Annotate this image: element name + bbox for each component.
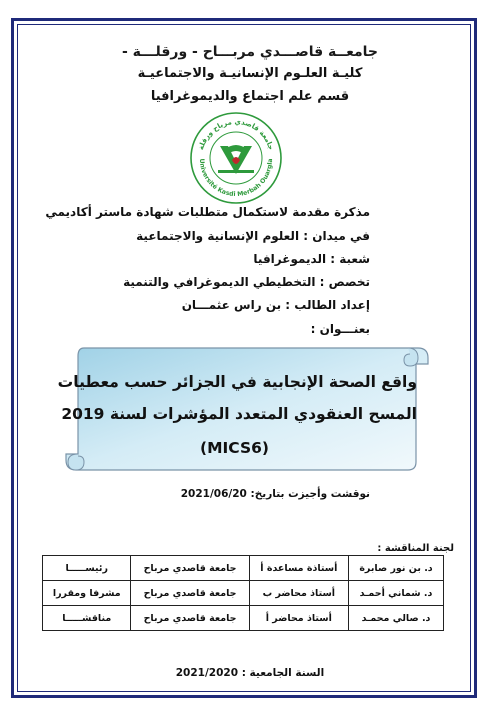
title-label: بعنـــوان :	[310, 322, 370, 336]
member-name: د. شماني أحمـد	[349, 581, 444, 606]
table-row	[43, 581, 444, 606]
table-row	[43, 556, 444, 581]
memo-statement: مذكرة مقدمة لاستكمال متطلبات شهادة ماستر أكاديمي	[45, 205, 370, 219]
member-role: مناقشـــــا	[43, 606, 131, 631]
thesis-title-line-2: المسح العنقودي المتعدد المؤشرات لسنة 2019	[61, 405, 417, 423]
member-name: د. صالي محمـد	[349, 606, 444, 631]
specialty-line: تخصص : التخطيطي الديموغرافي والتنمية	[123, 275, 370, 289]
member-rank: أستاذة مساعدة أ	[249, 556, 348, 581]
logo-arabic-text: جامعة قاصدي مرباح ورقلة	[197, 117, 275, 151]
academic-year: السنة الجامعية : 2021/2020	[175, 667, 325, 679]
member-institution: جامعة قاصدي مرباح	[131, 606, 249, 631]
member-institution: جامعة قاصدي مرباح	[131, 556, 249, 581]
thesis-title-line-1: واقع الصحة الإنجابية في الجزائر حسب معطيات	[57, 373, 417, 391]
student-line: إعداد الطالب : بن راس عثمـــان	[181, 298, 370, 312]
university-logo-icon	[188, 110, 284, 206]
logo-latin-text: Université Kasdi Merbah Ouargla	[197, 158, 275, 199]
member-rank: أستاذ محاضر أ	[249, 606, 348, 631]
thesis-title-line-3: (MICS6)	[200, 439, 269, 457]
university-name: جامعــة قاصـــدي مربـــاح - ورقلـــة -	[121, 44, 379, 60]
table-row	[43, 606, 444, 631]
member-institution: جامعة قاصدي مرباح	[131, 581, 249, 606]
member-rank: أستاذ محاضر ب	[249, 581, 348, 606]
department-name: قسم علم اجتماع والديموغرافيا	[150, 89, 350, 104]
committee-table	[42, 555, 444, 631]
branch-line: شعبة : الديموغرافيا	[253, 252, 370, 266]
member-name: د. بن نور صابرة	[349, 556, 444, 581]
member-role: مشرفا ومقررا	[43, 581, 131, 606]
member-role: رئيســـــا	[43, 556, 131, 581]
committee-label: لجنة المناقشة :	[377, 543, 454, 554]
defense-date: نوقشت وأجيزت بتاريخ: 2021/06/20	[180, 488, 370, 500]
faculty-name: كليـة العلـوم الإنسانيـة والاجتماعيـة	[137, 66, 363, 81]
field-line: في ميدان : العلوم الإنسانية والاجتماعية	[136, 229, 370, 243]
